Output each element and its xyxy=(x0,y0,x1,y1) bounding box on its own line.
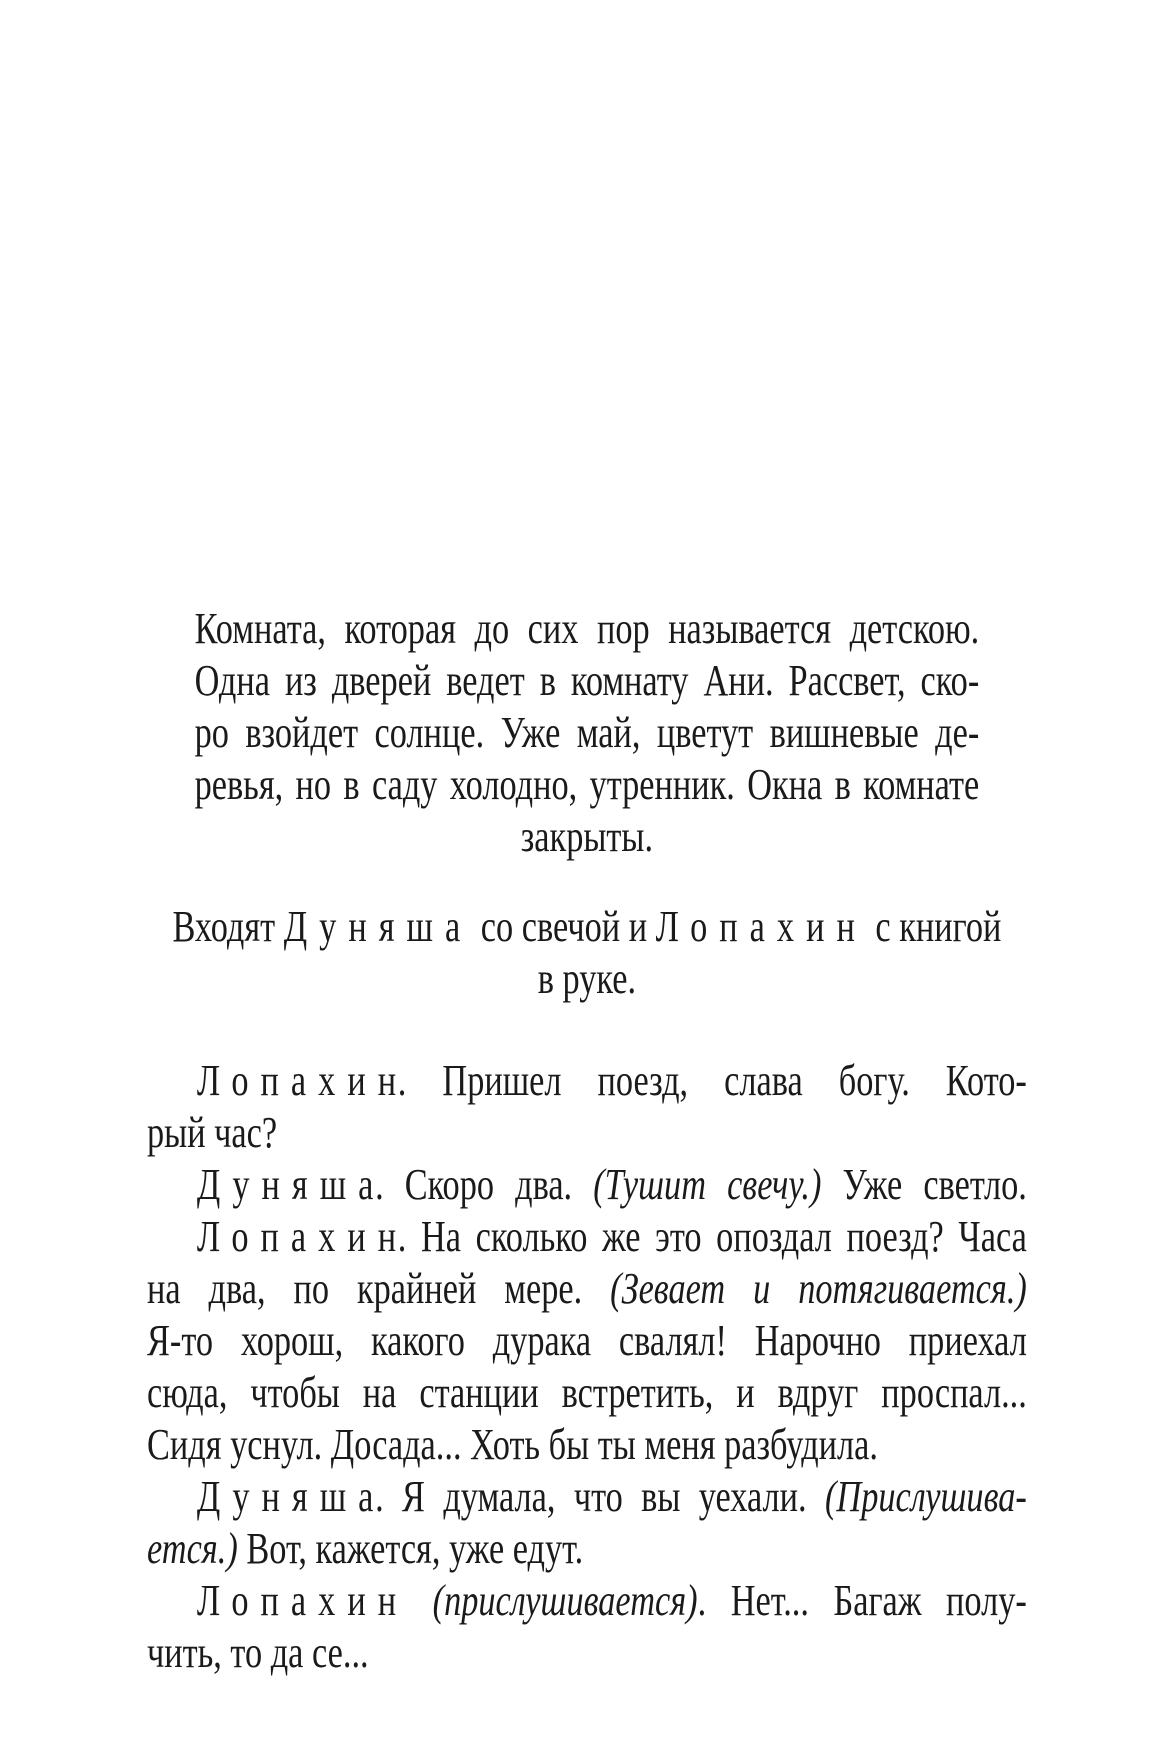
entrance-line: в руке. xyxy=(537,954,637,1003)
character-name-lopakhin: Лопахин xyxy=(655,902,867,951)
stage-direction-line: ро взойдет солнце. Уже май, цветут вишневые де- xyxy=(194,708,980,757)
dialogue xyxy=(147,1055,1027,1679)
entrance-text: с книгой xyxy=(875,902,1002,951)
dialogue-line xyxy=(147,1211,1027,1263)
character-name-dunyasha: Дуняша xyxy=(283,902,473,951)
entrance-line xyxy=(147,901,1027,953)
dialogue-line xyxy=(147,1575,1027,1627)
dialogue-line xyxy=(147,1055,1027,1107)
dialogue-line xyxy=(147,1471,1027,1523)
dialogue-paragraph xyxy=(147,1055,1027,1159)
dialogue-text: Вот, кажется, уже едут. xyxy=(246,1524,584,1573)
opening-stage-direction xyxy=(195,603,980,863)
dialogue-line xyxy=(147,1523,1027,1575)
entrance-text: со свечой и xyxy=(480,902,648,951)
dialogue-line: Я-то хорош, какого дурака свалял! Нарочно приехал xyxy=(147,1316,1027,1365)
stage-direction-line: Одна из дверей ведет в комнату Ани. Рассвет, ско- xyxy=(194,656,980,705)
inline-stage-direction: (Зевает и потягивается.) xyxy=(610,1264,1027,1313)
speaker-name: Дуняша xyxy=(196,1160,386,1209)
dialogue-paragraph xyxy=(147,1211,1027,1471)
dialogue-line xyxy=(147,1159,1027,1211)
dialogue-line xyxy=(147,1263,1027,1315)
dialogue-line: чить, то да се... xyxy=(147,1628,369,1677)
inline-stage-direction: (прислушивается) xyxy=(432,1576,698,1625)
dialogue-text: . Пришел поезд, слава богу. Кото- xyxy=(397,1056,1027,1105)
entrance-stage-direction xyxy=(147,901,1027,1005)
speaker-name: Лопахин xyxy=(196,1576,409,1625)
speaker-name: Лопахин xyxy=(196,1056,409,1105)
stage-direction-line: закрыты. xyxy=(520,812,654,861)
stage-direction-line: ревья, но в саду холодно, утренник. Окна в комнате xyxy=(194,760,980,809)
speaker-name: Лопахин xyxy=(196,1212,409,1261)
dialogue-line: рый час? xyxy=(147,1108,278,1157)
stage-direction-line: Комната, которая до сих пор называется детскою. xyxy=(194,604,980,653)
dialogue-line: сюда, чтобы на станции встретить, и вдруг проспал... xyxy=(147,1368,1027,1417)
dialogue-paragraph xyxy=(147,1159,1027,1211)
dialogue-paragraph xyxy=(147,1575,1027,1679)
dialogue-text: . Скоро два. xyxy=(375,1160,573,1209)
dialogue-text: . Я думала, что вы уехали. xyxy=(375,1472,807,1521)
speaker-name: Дуняша xyxy=(196,1472,386,1521)
dialogue-text: на два, по крайней мере. xyxy=(147,1264,583,1313)
dialogue-text: Уже светло. xyxy=(842,1160,1027,1209)
text-column xyxy=(147,603,1027,1679)
dialogue-text: . На сколько же это опоздал поезд? Часа xyxy=(397,1212,1027,1261)
entrance-text: Входят xyxy=(172,902,276,951)
inline-stage-direction: (Прислушива- xyxy=(825,1472,1027,1521)
dialogue-text: . Нет... Багаж полу- xyxy=(697,1576,1027,1625)
inline-stage-direction: ется.) xyxy=(147,1524,238,1573)
dialogue-paragraph xyxy=(147,1471,1027,1575)
inline-stage-direction: (Тушит свечу.) xyxy=(593,1160,822,1209)
dialogue-line: Сидя уснул. Досада... Хоть бы ты меня разбудила. xyxy=(147,1420,878,1469)
